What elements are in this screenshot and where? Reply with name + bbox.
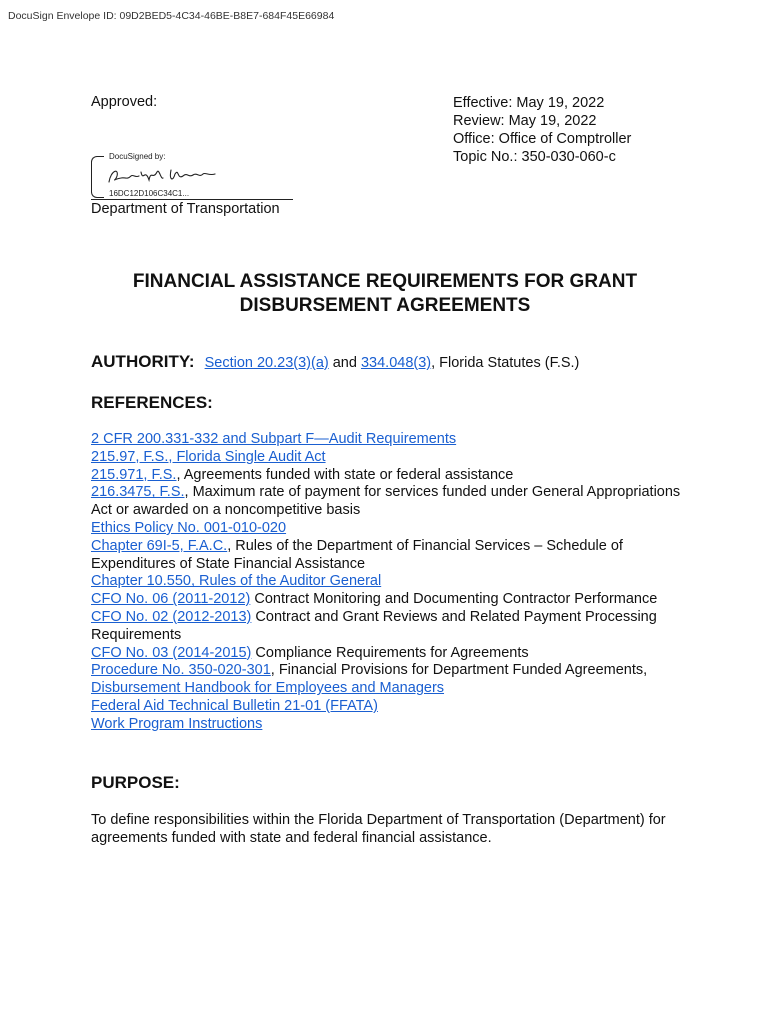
- reference-link[interactable]: Chapter 69I-5, F.A.C.: [91, 537, 228, 554]
- handwritten-signature: [105, 162, 225, 188]
- reference-link[interactable]: Work Program Instructions: [91, 715, 263, 732]
- reference-link[interactable]: Chapter 10.550, Rules of the Auditor General: [91, 573, 382, 590]
- reference-item: [91, 484, 691, 520]
- signature-block: [91, 152, 293, 202]
- reference-link[interactable]: 2 CFR 200.331-332 and Subpart F—Audit Requirements: [91, 431, 457, 447]
- authority-suffix: , Florida Statutes (F.S.): [431, 355, 580, 371]
- envelope-id: DocuSign Envelope ID: 09D2BED5-4C34-46BE-B8E7-684F45E66984: [8, 10, 335, 22]
- reference-item: [91, 609, 691, 645]
- reference-text: Contract and Grant Reviews and Related Payment Processing Requirements: [91, 608, 657, 643]
- effective-date: Effective: May 19, 2022: [453, 95, 605, 111]
- signature-frame: [91, 156, 104, 198]
- document-title: [40, 270, 730, 318]
- purpose-heading: PURPOSE:: [91, 773, 180, 792]
- signature-label: DocuSigned by:: [109, 152, 166, 161]
- reference-item: [91, 645, 691, 663]
- authority-label: AUTHORITY:: [91, 352, 195, 371]
- reference-item: [91, 698, 691, 716]
- reference-item: [91, 591, 691, 609]
- reference-link[interactable]: 215.971, F.S.: [91, 466, 177, 483]
- reference-item: [91, 680, 691, 698]
- reference-link[interactable]: 215.97, F.S., Florida Single Audit Act: [91, 448, 326, 465]
- department-name: Department of Transportation: [91, 201, 280, 217]
- approved-label: Approved:: [91, 94, 158, 110]
- signature-line: [91, 199, 293, 200]
- document-meta: [453, 94, 631, 166]
- reference-text: Compliance Requirements for Agreements: [251, 644, 529, 661]
- reference-text: , Maximum rate of payment for services funded under General Appropriations Act or awarded on a noncompetitive basis: [91, 484, 681, 519]
- title-line-1: FINANCIAL ASSISTANCE REQUIREMENTS FOR GRANT: [132, 271, 638, 292]
- reference-text: , Rules of the Department of Financial Services – Schedule of Expenditures of State Financial Assistance: [91, 537, 623, 572]
- reference-link[interactable]: CFO No. 06 (2011-2012): [91, 591, 251, 608]
- office: Office: Office of Comptroller: [453, 131, 632, 147]
- authority-section: [91, 352, 579, 372]
- reference-link[interactable]: CFO No. 03 (2014-2015): [91, 644, 252, 661]
- reference-text: Contract Monitoring and Documenting Contractor Performance: [250, 591, 658, 608]
- reference-item: [91, 573, 691, 591]
- reference-link[interactable]: Ethics Policy No. 001-010-020: [91, 519, 287, 536]
- reference-link[interactable]: Federal Aid Technical Bulletin 21-01 (FFATA): [91, 697, 378, 714]
- authority-link-statute[interactable]: 334.048(3): [360, 355, 432, 371]
- reference-item: [91, 449, 691, 467]
- reference-text: , Agreements funded with state or federal assistance: [176, 466, 514, 483]
- reference-link[interactable]: 216.3475, F.S.: [91, 484, 185, 501]
- reference-item: [91, 431, 691, 449]
- references-heading: REFERENCES:: [91, 393, 213, 412]
- topic-number: Topic No.: 350-030-060-c: [453, 149, 616, 165]
- authority-link-section[interactable]: Section 20.23(3)(a): [204, 355, 329, 371]
- review-date: Review: May 19, 2022: [453, 113, 597, 129]
- signature-id: 16DC12D106C34C1...: [109, 189, 190, 198]
- reference-item: [91, 662, 691, 680]
- references-list: [91, 431, 691, 734]
- reference-link[interactable]: CFO No. 02 (2012-2013): [91, 608, 252, 625]
- reference-item: [91, 716, 691, 734]
- title-line-2: DISBURSEMENT AGREEMENTS: [239, 295, 531, 316]
- reference-item: [91, 520, 691, 538]
- reference-text: , Financial Provisions for Department Funded Agreements,: [270, 662, 648, 679]
- reference-link[interactable]: Procedure No. 350-020-301: [91, 662, 271, 679]
- reference-item: [91, 467, 691, 485]
- reference-link[interactable]: Disbursement Handbook for Employees and Managers: [91, 680, 445, 697]
- reference-item: [91, 538, 691, 574]
- authority-and: and: [328, 355, 361, 371]
- purpose-text: To define responsibilities within the Florida Department of Transportation (Department) for agreements funded with state and federal financial assistance.: [91, 812, 666, 846]
